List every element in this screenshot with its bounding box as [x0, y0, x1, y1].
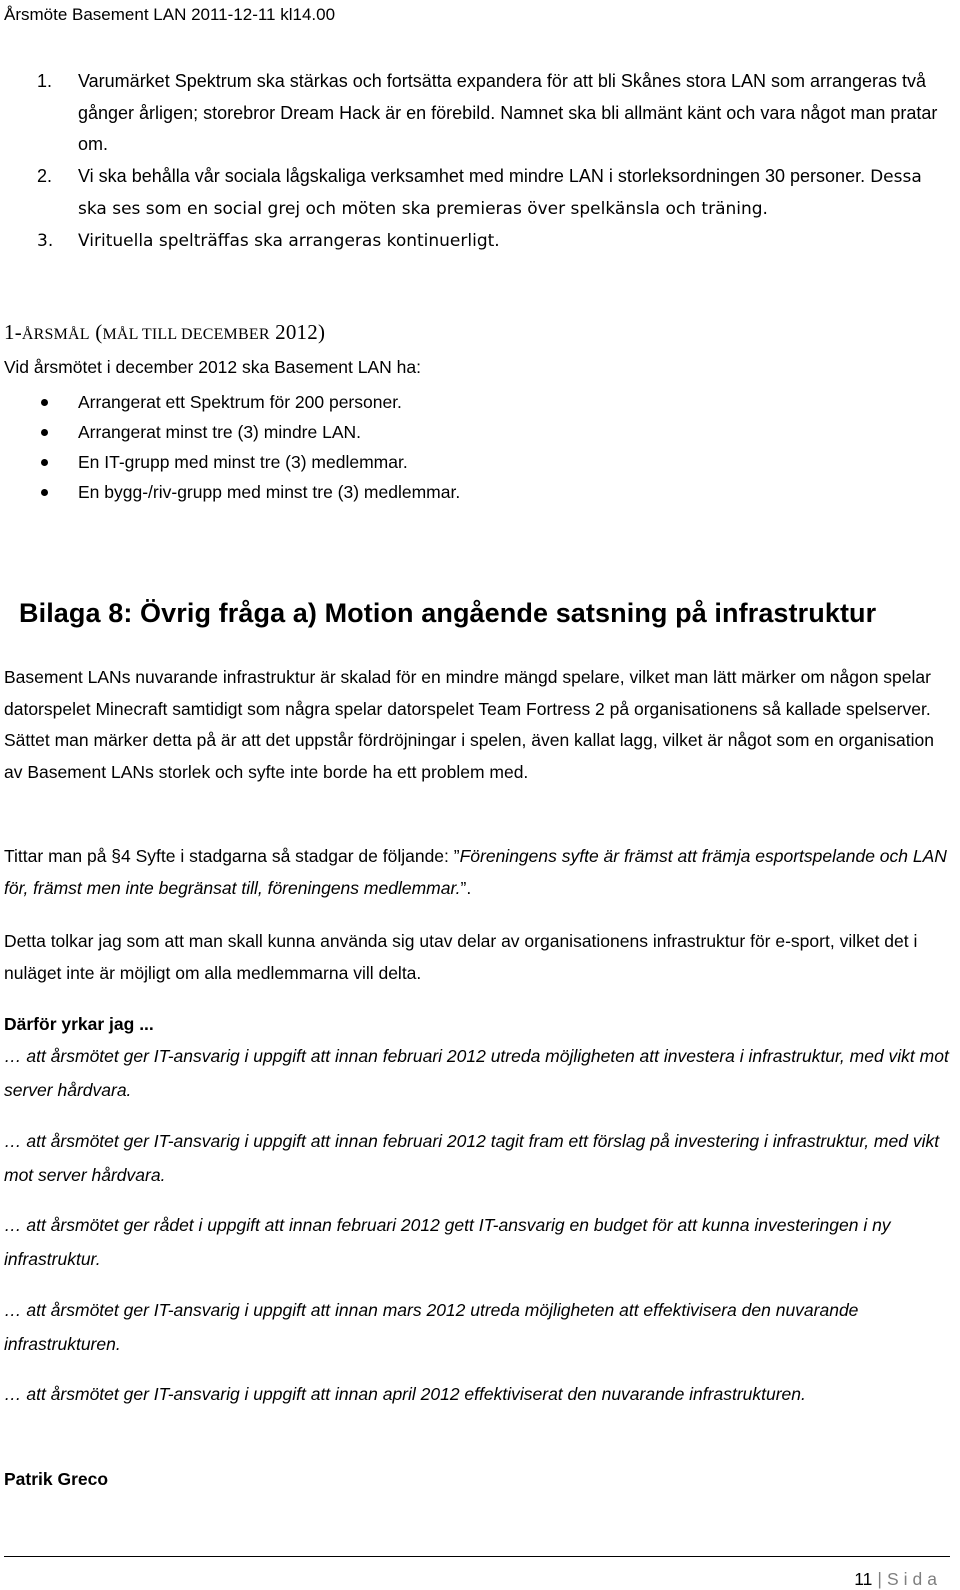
bullet-text: Arrangerat minst tre (3) mindre LAN. — [78, 422, 362, 442]
list-item-text: Vi ska behålla vår sociala lågskaliga verksamhet med mindre LAN i storleksordningen 30 personer. — [78, 165, 866, 186]
paragraph-lead: Tittar man på §4 Syfte i stadgarna så stadgar de följande: ” — [4, 846, 460, 866]
one-year-goal-intro: Vid årsmötet i december 2012 ska Basement LAN ha: — [4, 357, 421, 377]
heading-open-paren: ( — [89, 320, 103, 344]
page-number: 11 — [854, 1569, 873, 1589]
demand-item: … att årsmötet ger rådet i uppgift att innan februari 2012 gett IT-ansvarig en budget för att kunna investeringen i ny infrastruktur. — [4, 1215, 891, 1269]
bullet-dot-icon — [41, 459, 48, 466]
appendix-paragraph-1: Basement LANs nuvarande infrastruktur är skalad för en mindre mängd spelare, vilket man lätt märker om någon spelar datorspelet Minecraft samtidigt som några spelar datorspelet Team Fortress 2 på organisationens så kallade spelserver. Sättet man märker detta på är att det uppstår fördröjningar i spelen, även kallat lagg, vilket är något som en organisation av Basement LANs storlek och syfte inte borde ha ett problem med. — [4, 667, 934, 782]
list-item — [0, 161, 938, 226]
document-header — [4, 4, 335, 26]
bullet-dot-icon — [41, 429, 48, 436]
statute-quote: Föreningens syfte är främst att främja esportspelande och LAN för, främst men inte begränsat till, föreningens medlemmar. — [4, 846, 947, 898]
heading-year: 2012) — [269, 320, 326, 344]
bullet-item — [0, 477, 460, 507]
list-item-number: 2. — [37, 165, 53, 186]
bullet-dot-icon — [41, 489, 48, 496]
one-year-goal-heading — [4, 318, 325, 349]
footer-separator: | — [877, 1569, 882, 1589]
bullet-item — [0, 447, 460, 477]
demand-item: … att årsmötet ger IT-ansvarig i uppgift att innan februari 2012 utreda möjligheten att investera i infrastruktur, med vikt mot server hårdvara. — [4, 1046, 949, 1100]
footer-divider — [4, 1556, 950, 1557]
list-item-text-continued: Dessa ska ses som en social grej och möten ska premieras över spelkänsla och träning. — [78, 166, 922, 219]
goals-numbered-list — [0, 66, 960, 257]
paragraph-tail: ”. — [460, 877, 472, 898]
page-label: Sida — [886, 1569, 942, 1589]
list-item-number: 3. — [37, 230, 54, 251]
demand-item: … att årsmötet ger IT-ansvarig i uppgift att innan februari 2012 tagit fram ett förslag på investering i infrastruktur, med vikt mot server hårdvara. — [4, 1131, 940, 1185]
bullet-text: En bygg-/riv-grupp med minst tre (3) medlemmar. — [78, 482, 461, 502]
heading-small-caps-1: ÅRSMÅL — [21, 326, 90, 343]
list-item-number: 1. — [37, 71, 53, 91]
list-item-text: Varumärket Spektrum ska stärkas och fortsätta expandera för att bli Skånes stora LAN som arrangeras två gånger årligen; storebror Dream Hack är en förebild. Namnet ska bli allmänt känt och vara något man pratar om. — [78, 71, 938, 154]
page-footer — [854, 1568, 942, 1590]
header-title: Årsmöte Basement LAN 2011-12-11 kl14.00 — [4, 5, 336, 24]
heading-small-caps-2: MÅL TILL DECEMBER — [102, 326, 270, 343]
demands-title: Därför yrkar jag ... — [4, 1014, 154, 1034]
appendix-heading: Bilaga 8: Övrig fråga a) Motion angående satsning på infrastruktur — [19, 598, 877, 628]
bullet-dot-icon — [41, 399, 48, 406]
demand-item: … att årsmötet ger IT-ansvarig i uppgift att innan mars 2012 utreda möjligheten att effektivisera den nuvarande infrastrukturen. — [4, 1300, 859, 1354]
bullet-item — [0, 417, 460, 447]
appendix-paragraph-3: Detta tolkar jag som att man skall kunna använda sig utav delar av organisationens infrastruktur för e-sport, vilket det i nuläget inte är möjligt om alla medlemmarna vill delta. — [4, 931, 918, 983]
list-item — [0, 66, 938, 161]
signature-name: Patrik Greco — [4, 1469, 109, 1489]
bullet-item — [0, 387, 460, 417]
demand-item: … att årsmötet ger IT-ansvarig i uppgift att innan april 2012 effektiviserat den nuvarande infrastrukturen. — [4, 1384, 806, 1404]
list-item-text: Virituella spelträffas ska arrangeras kontinuerligt. — [78, 230, 500, 251]
one-year-goal-bullets — [0, 387, 460, 507]
bullet-text: En IT-grupp med minst tre (3) medlemmar. — [78, 452, 408, 472]
heading-prefix: 1- — [4, 320, 22, 344]
bullet-text: Arrangerat ett Spektrum för 200 personer. — [78, 392, 402, 412]
appendix-paragraph-2 — [4, 841, 950, 904]
list-item — [0, 226, 938, 258]
